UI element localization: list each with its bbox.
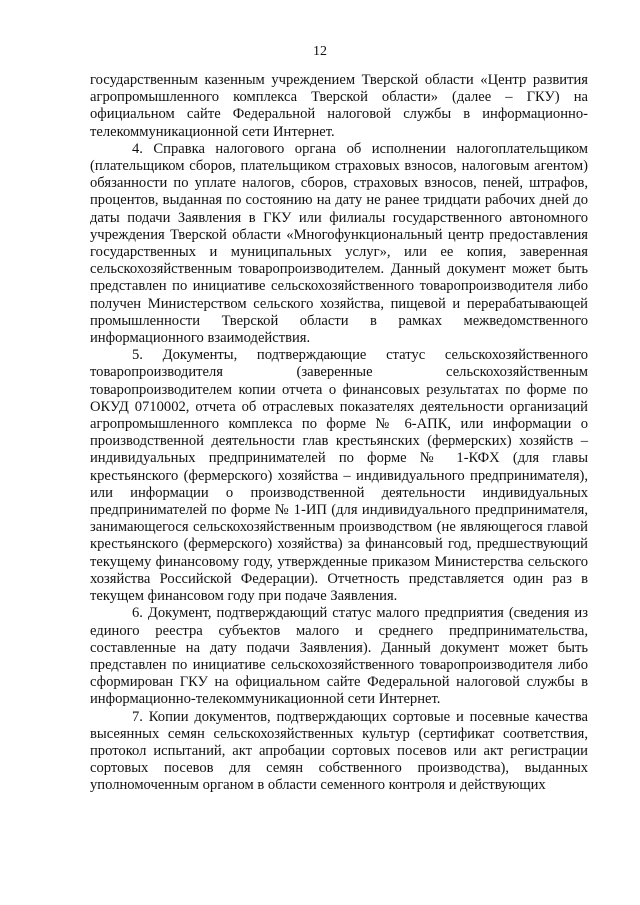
- paragraph-item-4: 4. Справка налогового органа об исполнении налогоплательщиком (плательщиком сборов, плательщиком страховых взносов, налоговым агентом) обязанности по уплате налогов, сборов, страховых взносов, пеней, штрафов, процентов, выданная по состоянию на дату не ранее тридцати рабочих дней до даты подачи Заявления в ГКУ или филиалы государственного автономного учреждения Тверской области «Многофункциональный центр предоставления государственных и муниципальных услуг», или ее копия, заверенная сельскохозяйственным товаропроизводителем. Данный документ может быть представлен по инициативе сельскохозяйственного товаропроизводителя либо получен Министерством сельского хозяйства, пищевой и перерабатывающей промышленности Тверской области в рамках межведомственного информационного взаимодействия.: [90, 140, 588, 347]
- page-number: 12: [313, 44, 327, 59]
- paragraph-item-5: 5. Документы, подтверждающие статус сельскохозяйственного товаропроизводителя (заверенные сельскохозяйственным товаропроизводителем копии отчета о финансовых результатах по форме по ОКУД 0710002, отчета об отраслевых показателях деятельности организаций агропромышленного комплекса по форме № 6-АПК, или информации о производственной деятельности глав крестьянских (фермерских) хозяйств – индивидуальных предпринимателей по форме № 1-КФХ (для главы крестьянского (фермерского) хозяйства – индивидуального предпринимателя), или информации о производственной деятельности индивидуальных предпринимателей по форме № 1-ИП (для индивидуального предпринимателя, занимающегося сельскохозяйственным производством (не являющегося главой крестьянского (фермерского) хозяйства) за финансовый год, предшествующий текущему финансовому году, утвержденные приказом Министерства сельского хозяйства Российской Федерации). Отчетность представляется один раз в текущем финансовом году при подаче Заявления.: [90, 347, 588, 605]
- paragraph-continuation: государственным казенным учреждением Тверской области «Центр развития агропромышленного комплекса Тверской области» (далее – ГКУ) на официальном сайте Федеральной налоговой службы в информационно-телекоммуникационной сети Интернет.: [90, 72, 588, 140]
- paragraph-item-7: 7. Копии документов, подтверждающих сортовые и посевные качества высеянных семян сельскохозяйственных культур (сертификат соответствия, протокол испытаний, акт апробации сортовых посевов или акт регистрации сортовых посевов для семян собственного производства), выданных уполномоченным органом в области семенного контроля и действующих: [90, 708, 588, 794]
- document-body: [90, 72, 588, 795]
- paragraph-item-6: 6. Документ, подтверждающий статус малого предприятия (сведения из единого реестра субъектов малого и среднего предпринимательства, составленные на дату подачи Заявления). Данный документ может быть представлен по инициативе сельскохозяйственного товаропроизводителя либо сформирован ГКУ на официальном сайте Федеральной налоговой службы в информационно-телекоммуникационной сети Интернет.: [90, 605, 588, 708]
